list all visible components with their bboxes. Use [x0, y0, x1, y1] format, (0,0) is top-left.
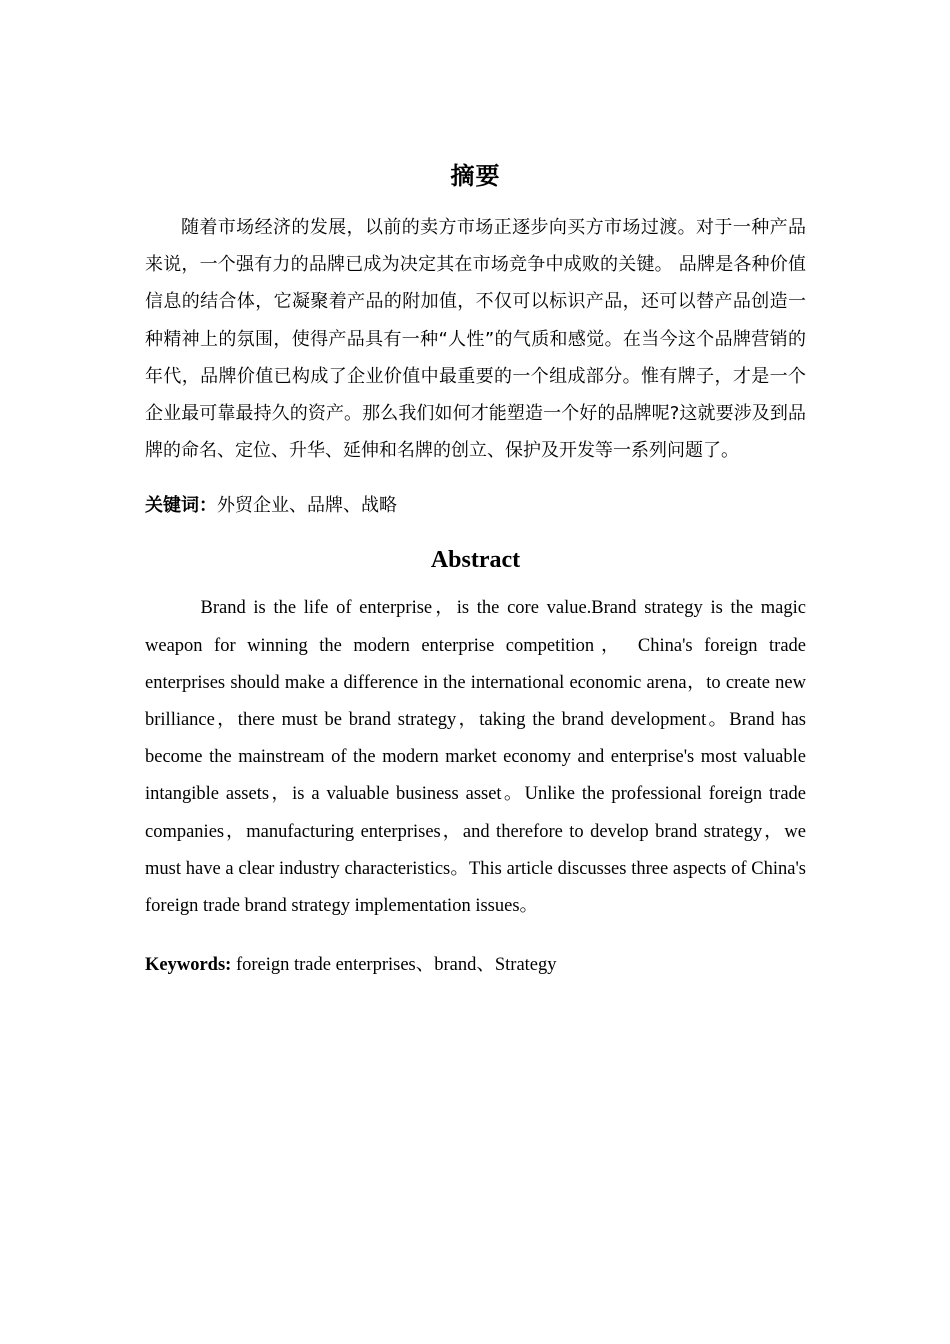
keywords-cn-value: 外贸企业、品牌、战略 [217, 495, 397, 517]
keywords-en-label: Keywords: [145, 955, 232, 976]
abstract-en-title: Abstract [430, 547, 521, 574]
keywords-en-value: foreign trade enterprises、brand、Strategy [231, 955, 557, 976]
keywords-cn-line [145, 490, 806, 522]
keywords-cn-label: 关键词： [145, 495, 217, 517]
abstract-en-body: Brand is the life of enterprise，is the core value.Brand strategy is the magic weapon for winning the modern enterprise competition， China's foreign trade enterprises should make a difference in the international economic arena，to create new brilliance，there must be brand strategy，taking the brand development。Brand has become the mainstream of the modern market economy and enterprise's most valuable intangible assets，is a valuable business asset。Unlike the professional foreign trade companies，manufacturing enterprises，and therefore to develop brand strategy，we must have a clear industry characteristics。This article discusses three aspects of China's foreign trade brand strategy implementation issues。 [145, 598, 806, 917]
page-content [145, 157, 806, 981]
abstract-cn-title: 摘要 [450, 162, 501, 190]
keywords-en-line [145, 949, 806, 981]
abstract-cn-body: 随着市场经济的发展，以前的卖方市场正逐步向买方市场过渡。对于一种产品来说，一个强有力的品牌已成为决定其在市场竞争中成败的关键。 品牌是各种价值信息的结合体，它凝聚着产品的附加值，不仅可以标识产品，还可以替产品创造一种精神上的氛围，使得产品具有一种“人性”的气质和感觉。在当今这个品牌营销的年代，品牌价值已构成了企业价值中最重要的一个组成部分。惟有牌子，才是一个企业最可靠最持久的资产。那么我们如何才能塑造一个好的品牌呢?这就要涉及到品牌的命名、定位、升华、延伸和名牌的创立、保护及开发等一系列问题了。 [145, 217, 806, 462]
